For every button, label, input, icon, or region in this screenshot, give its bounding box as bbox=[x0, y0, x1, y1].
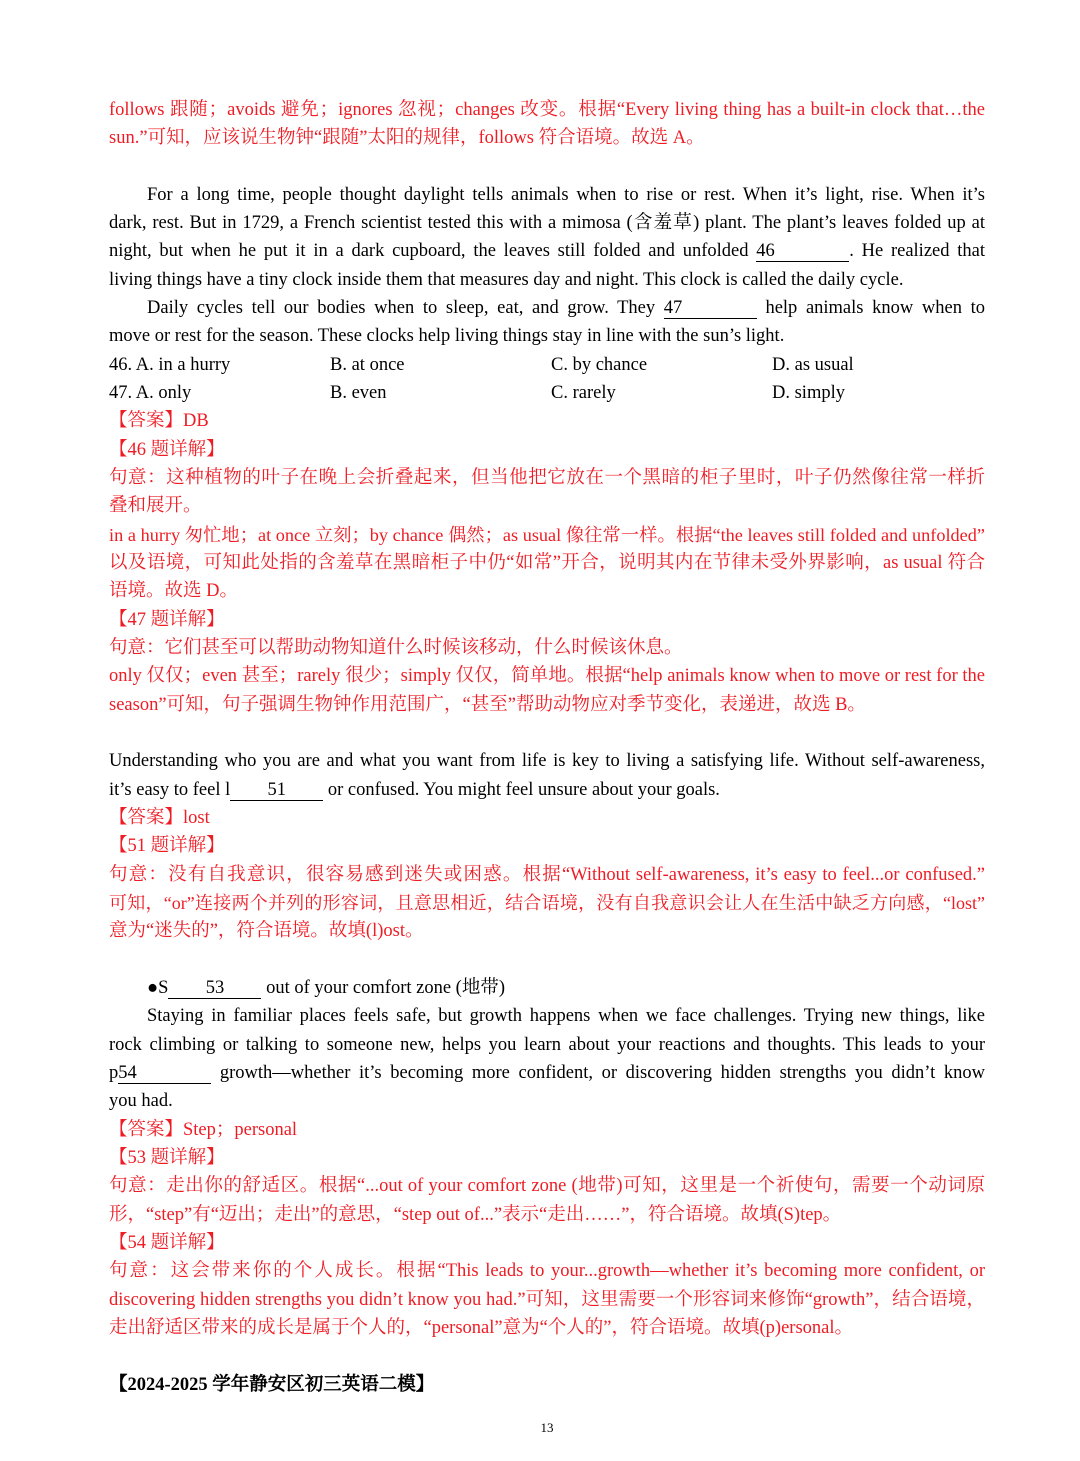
passage-text: or confused. You might feel unsure about your goals. bbox=[323, 779, 720, 800]
explanation-line: 语境。故选 D。 bbox=[109, 581, 238, 602]
option-text: A. only bbox=[135, 383, 192, 404]
passage-text: ●S bbox=[147, 977, 169, 998]
question-number: 46. bbox=[109, 354, 133, 375]
explanation-line: follows 跟随；avoids 避免；ignores 忽视；changes 改变。根据“Every living thing has a built-in clock that…the bbox=[109, 99, 985, 120]
explanation-line: 句意：走出你的舒适区。根据“...out of your comfort zone (地带)可知，这里是一个祈使句，需要一个动词原 bbox=[109, 1176, 985, 1197]
option-b: B. even bbox=[330, 383, 387, 404]
passage-line bbox=[109, 776, 985, 804]
explanation-line: 句意：它们甚至可以帮助动物知道什么时候该移动，什么时候该休息。 bbox=[109, 638, 683, 659]
blank-54: 54 bbox=[118, 1063, 211, 1084]
blank-47: 47 bbox=[664, 298, 757, 319]
passage-line: dark, rest. But in 1729, a French scientist tested this with a mimosa (含羞草) plant. The plant’s leaves folded up at bbox=[109, 213, 985, 234]
blank-46: 46 bbox=[756, 241, 849, 262]
answer-line: 【答案】Step；personal bbox=[109, 1119, 298, 1140]
answer-line: 【答案】DB bbox=[109, 411, 209, 432]
question-number: 47. bbox=[109, 383, 133, 404]
spacer bbox=[109, 152, 985, 180]
passage-line bbox=[109, 294, 985, 322]
detail-heading: 【54 题详解】 bbox=[109, 1232, 225, 1253]
blank-51: 51 bbox=[230, 780, 323, 801]
explanation-line: in a hurry 匆忙地；at once 立刻；by chance 偶然；as usual 像往常一样。根据“the leaves still folded and unfolded” bbox=[109, 524, 985, 545]
explanation-line: season”可知，句子强调生物钟作用范围广，“甚至”帮助动物应对季节变化，表递进，故选 B。 bbox=[109, 694, 866, 715]
passage-line bbox=[109, 237, 985, 265]
option-a bbox=[109, 351, 330, 379]
explanation-line: 句意：这会带来你的个人成长。根据“This leads to your...growth—whether it’s becoming more confident, or bbox=[109, 1261, 985, 1282]
option-c: C. by chance bbox=[551, 354, 648, 375]
explanation-line: 叠和展开。 bbox=[109, 496, 202, 517]
explanation-line: 句意：没有自我意识，很容易感到迷失或困惑。根据“Without self-awareness, it’s easy to feel...or confused.” bbox=[109, 864, 985, 885]
explanation-line: 走出舒适区带来的成长是属于个人的，“personal”意为“个人的”，符合语境。故填(p)ersonal。 bbox=[109, 1317, 854, 1338]
option-b: B. at once bbox=[330, 354, 405, 375]
detail-heading: 【47 题详解】 bbox=[109, 609, 225, 630]
document-page-content bbox=[109, 96, 985, 1399]
passage-line: Understanding who you are and what you want from life is key to living a satisfying life. Without self-awareness, bbox=[109, 751, 985, 772]
explanation-line: 形，“step”有“迈出；走出”的意思，“step out of...”表示“走出……”，符合语境。故填(S)tep。 bbox=[109, 1204, 842, 1225]
passage-text: help animals know when to bbox=[756, 298, 985, 319]
explanation-line: 意为“迷失的”，符合语境。故填(l)ost。 bbox=[109, 921, 424, 942]
explanation-line: discovering hidden strengths you didn’t know you had.”可知，这里需要一个形容词来修饰“growth”，结合语境， bbox=[109, 1289, 985, 1310]
section-title: 【2024-2025 学年静安区初三英语二模】 bbox=[109, 1374, 435, 1395]
blank-53: 53 bbox=[168, 978, 261, 999]
passage-text: Daily cycles tell our bodies when to sleep, eat, and grow. They bbox=[147, 298, 664, 319]
spacer bbox=[109, 1342, 985, 1370]
passage-text: out of your comfort zone (地带) bbox=[261, 977, 505, 998]
question-47-options bbox=[109, 379, 985, 407]
spacer bbox=[109, 719, 985, 747]
option-d: D. simply bbox=[772, 383, 845, 404]
answer-line: 【答案】lost bbox=[109, 808, 210, 828]
passage-line: you had. bbox=[109, 1091, 173, 1112]
passage-line: living things have a tiny clock inside them that measures day and night. This clock is called the daily cycle. bbox=[109, 269, 904, 290]
passage-line: move or rest for the season. These clocks help living things stay in line with the sun’s light. bbox=[109, 326, 785, 347]
detail-heading: 【53 题详解】 bbox=[109, 1147, 225, 1168]
passage-line: Staying in familiar places feels safe, but growth happens when we face challenges. Trying new things, like bbox=[147, 1006, 985, 1027]
passage-line bbox=[109, 1059, 985, 1087]
option-d: D. as usual bbox=[772, 354, 854, 375]
detail-heading: 【51 题详解】 bbox=[109, 836, 225, 857]
explanation-line: 句意：这种植物的叶子在晚上会折叠起来，但当他把它放在一个黑暗的柜子里时，叶子仍然像往常一样折 bbox=[109, 468, 985, 489]
spacer bbox=[109, 946, 985, 974]
passage-text: growth—whether it’s becoming more confident, or discovering hidden strengths you didn’t know bbox=[211, 1062, 985, 1083]
page-number: 13 bbox=[540, 1420, 554, 1435]
explanation-line: 可知，“or”连接两个并列的形容词，且意思相近，结合语境，没有自我意识会让人在生活中缺乏方向感，“lost” bbox=[109, 892, 985, 913]
passage-line: For a long time, people thought daylight tells animals when to rise or rest. When it’s light, rise. When it’s bbox=[147, 184, 985, 205]
passage-text: p bbox=[109, 1062, 119, 1083]
detail-heading: 【46 题详解】 bbox=[109, 439, 225, 460]
option-text: A. in a hurry bbox=[135, 354, 231, 375]
passage-text: night, but when he put it in a dark cupboard, the leaves still folded and unfolded bbox=[109, 241, 757, 262]
passage-text: it’s easy to feel l bbox=[109, 779, 231, 800]
question-46-options bbox=[109, 351, 985, 379]
passage-line bbox=[109, 974, 985, 1002]
passage-text: . He realized that bbox=[849, 241, 985, 262]
option-c: C. rarely bbox=[551, 383, 616, 404]
explanation-line: only 仅仅；even 甚至；rarely 很少；simply 仅仅，简单地。根据“help animals know when to move or rest for the bbox=[109, 666, 985, 687]
passage-line: rock climbing or talking to someone new, helps you learn about your reactions and thoughts. This leads to your bbox=[109, 1034, 985, 1055]
explanation-line: sun.”可知，应该说生物钟“跟随”太阳的规律，follows 符合语境。故选 A。 bbox=[109, 128, 705, 149]
option-a bbox=[109, 379, 330, 407]
explanation-line: 以及语境，可知此处指的含羞草在黑暗柜子中仍“如常”开合，说明其内在节律未受外界影响，as usual 符合 bbox=[109, 553, 985, 574]
